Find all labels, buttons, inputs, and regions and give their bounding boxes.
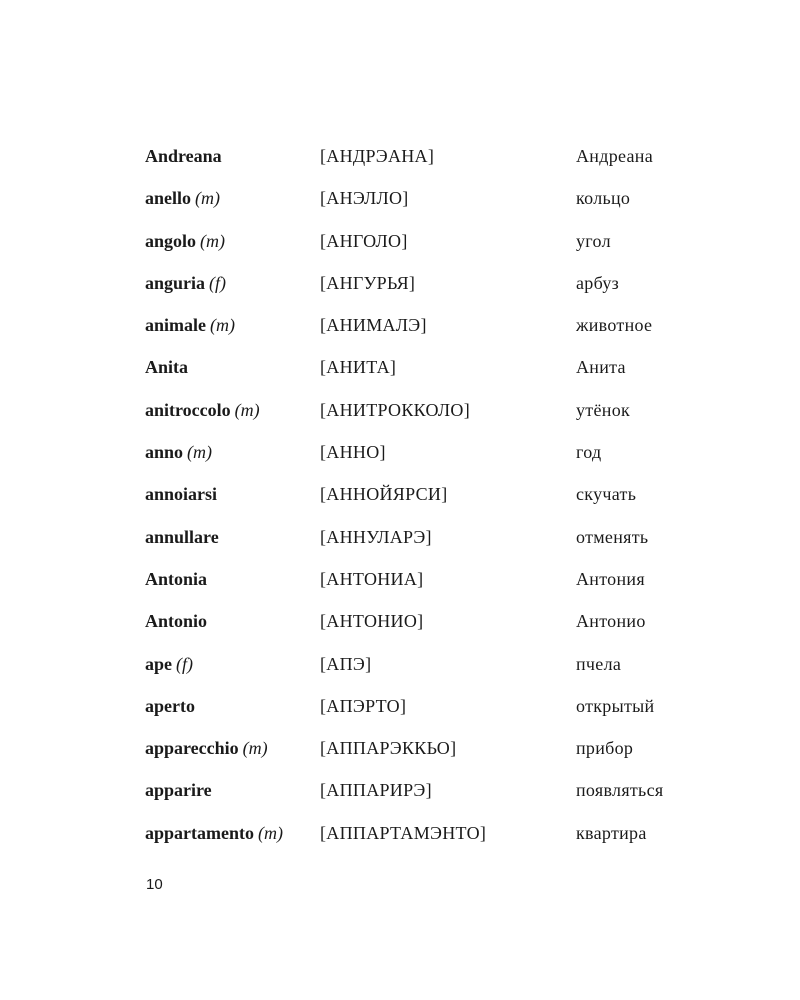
italian-word: angolo (145, 230, 197, 251)
gender-marker: (f) (209, 272, 227, 293)
glossary-entry (145, 643, 745, 685)
translation: кольцо (576, 188, 631, 209)
italic-word-cell (145, 177, 220, 219)
italic-word-cell (145, 600, 211, 642)
pronunciation: [АППАРЭККЬО] (320, 738, 457, 759)
glossary-entry (145, 177, 745, 219)
glossary-entry (145, 220, 745, 262)
page-number: 10 (146, 876, 163, 893)
italian-word: apparire (145, 780, 212, 801)
italic-word-cell (145, 473, 221, 515)
translation: утёнок (576, 399, 631, 420)
glossary-entry (145, 727, 745, 769)
translation: пчела (576, 653, 622, 674)
glossary-entry (145, 346, 745, 388)
glossary-entry (145, 685, 745, 727)
pronunciation: [АННО] (320, 442, 386, 463)
gender-marker: (m) (242, 738, 268, 759)
pronunciation: [АНГУРЬЯ] (320, 272, 416, 293)
italian-word: anno (145, 442, 184, 463)
pronunciation: [АНГОЛО] (320, 230, 408, 251)
translation: отменять (576, 526, 649, 547)
glossary-entry (145, 516, 745, 558)
italic-word-cell (145, 812, 283, 854)
gender-marker: (m) (195, 188, 221, 209)
pronunciation: [АННУЛАРЭ] (320, 526, 432, 547)
italic-word-cell (145, 304, 235, 346)
glossary-entry (145, 262, 745, 304)
italian-word: appartamento (145, 822, 254, 843)
glossary-entry (145, 600, 745, 642)
italic-word-cell (145, 643, 193, 685)
translation: Андреана (576, 146, 654, 166)
italic-word-cell (145, 727, 268, 769)
translation: животное (576, 315, 653, 336)
gender-marker: (m) (234, 399, 260, 420)
translation: Анита (576, 357, 626, 378)
italic-word-cell (145, 431, 212, 473)
italic-word-cell (145, 220, 225, 262)
glossary-entry (145, 558, 745, 600)
translation: Антония (576, 568, 645, 589)
italian-word: Antonia (145, 568, 208, 589)
pronunciation: [АНТОНИА] (320, 568, 424, 589)
gender-marker: (m) (187, 442, 213, 463)
pronunciation: [АПЭРТО] (320, 695, 407, 716)
glossary-entry (145, 769, 745, 811)
translation: появляться (576, 780, 664, 801)
italian-word: Andreana (145, 146, 222, 166)
pronunciation: [АППАРТАМЭНТО] (320, 822, 487, 843)
italic-word-cell (145, 135, 226, 177)
italic-word-cell (145, 516, 223, 558)
translation: Антонио (576, 611, 646, 632)
glossary-entry (145, 304, 745, 346)
translation: угол (576, 230, 611, 251)
translation: скучать (576, 484, 637, 505)
italian-word: animale (145, 315, 206, 336)
pronunciation: [АННОЙЯРСИ] (320, 484, 448, 505)
italian-word: annoiarsi (145, 484, 218, 505)
italic-word-cell (145, 262, 226, 304)
pronunciation: [АНИМАЛЭ] (320, 315, 427, 336)
pronunciation: [АПЭ] (320, 653, 372, 674)
italian-word: anitroccolo (145, 399, 231, 420)
italian-word: anguria (145, 272, 206, 293)
translation: квартира (576, 822, 647, 843)
glossary-entry (145, 389, 745, 431)
glossary-entry (145, 135, 745, 177)
italic-word-cell (145, 389, 260, 431)
italic-word-cell (145, 769, 216, 811)
glossary-entry (145, 473, 745, 515)
pronunciation: [АНЭЛЛО] (320, 188, 409, 209)
italian-word: annullare (145, 526, 219, 547)
gender-marker: (m) (200, 230, 226, 251)
pronunciation: [АНИТРОККОЛО] (320, 399, 470, 420)
italian-word: ape (145, 653, 172, 674)
gender-marker: (m) (258, 822, 283, 843)
italic-word-cell (145, 558, 211, 600)
italic-word-cell (145, 685, 199, 727)
translation: открытый (576, 695, 655, 716)
glossary-entry (145, 431, 745, 473)
italian-word: Anita (145, 357, 189, 378)
italian-word: anello (145, 188, 192, 209)
pronunciation: [АНДРЭАНА] (320, 146, 435, 166)
glossary-entry (145, 812, 745, 854)
italian-word: Antonio (145, 611, 208, 632)
pronunciation: [АППАРИРЭ] (320, 780, 432, 801)
italian-word: aperto (145, 695, 195, 716)
pronunciation: [АНТОНИО] (320, 611, 424, 632)
italic-word-cell (145, 346, 192, 388)
gender-marker: (f) (176, 653, 193, 674)
translation: год (576, 442, 602, 463)
glossary-list (145, 135, 745, 854)
gender-marker: (m) (210, 315, 235, 336)
pronunciation: [АНИТА] (320, 357, 397, 378)
translation: прибор (576, 738, 634, 759)
italian-word: apparecchio (145, 738, 239, 759)
translation: арбуз (576, 272, 620, 293)
